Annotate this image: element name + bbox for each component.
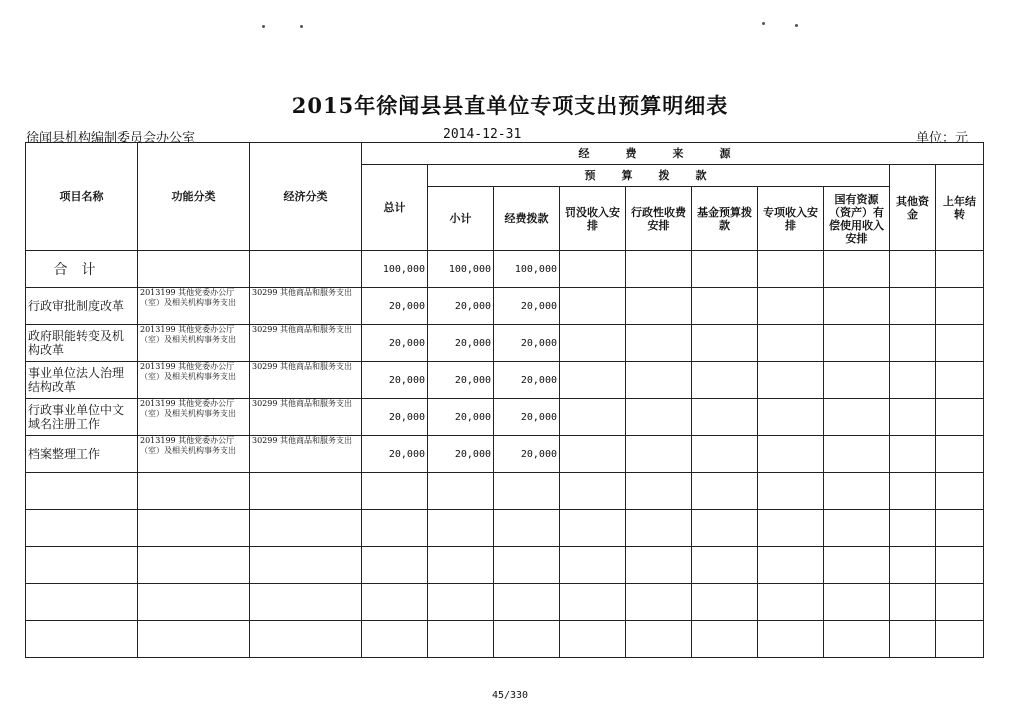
project-name: 事业单位法人治理结构改革 <box>26 362 138 399</box>
function-class: 2013199 其他党委办公厅（室）及相关机构事务支出 <box>138 436 250 473</box>
row-operating: 20,000 <box>494 325 560 362</box>
function-class: 2013199 其他党委办公厅（室）及相关机构事务支出 <box>138 399 250 436</box>
row-operating: 20,000 <box>494 436 560 473</box>
function-class: 2013199 其他党委办公厅（室）及相关机构事务支出 <box>138 288 250 325</box>
header-fund-budget: 基金预算拨款 <box>692 187 758 251</box>
function-class: 2013199 其他党委办公厅（室）及相关机构事务支出 <box>138 325 250 362</box>
economic-class: 30299 其他商品和服务支出 <box>250 325 362 362</box>
row-subtotal: 20,000 <box>428 399 494 436</box>
header-function-class: 功能分类 <box>138 143 250 251</box>
scan-speck <box>300 25 303 28</box>
row-subtotal: 20,000 <box>428 436 494 473</box>
total-operating: 100,000 <box>494 251 560 288</box>
total-label: 合计 <box>26 251 138 288</box>
empty-row <box>26 547 984 584</box>
header-fines: 罚没收入安排 <box>560 187 626 251</box>
economic-class: 30299 其他商品和服务支出 <box>250 399 362 436</box>
row-operating: 20,000 <box>494 399 560 436</box>
economic-class: 30299 其他商品和服务支出 <box>250 436 362 473</box>
row-subtotal: 20,000 <box>428 362 494 399</box>
project-name: 档案整理工作 <box>26 436 138 473</box>
row-total: 20,000 <box>362 362 428 399</box>
empty-row <box>26 584 984 621</box>
header-economic-class: 经济分类 <box>250 143 362 251</box>
project-name: 政府职能转变及机构改革 <box>26 325 138 362</box>
economic-class: 30299 其他商品和服务支出 <box>250 288 362 325</box>
table-row <box>26 288 984 325</box>
empty-row <box>26 510 984 547</box>
header-other-funds: 其他资金 <box>890 165 936 251</box>
header-state-assets: 国有资源（资产）有偿使用收入安排 <box>824 187 890 251</box>
row-total: 20,000 <box>362 399 428 436</box>
scan-speck <box>262 25 265 28</box>
empty-row <box>26 473 984 510</box>
row-operating: 20,000 <box>494 362 560 399</box>
header-budget-allocation: 预算拨款 <box>428 165 890 187</box>
header-operating-allocation: 经费拨款 <box>494 187 560 251</box>
table-row <box>26 325 984 362</box>
table-row <box>26 436 984 473</box>
organization-name: 徐闻县机构编制委员会办公室 <box>26 131 196 146</box>
row-subtotal: 20,000 <box>428 288 494 325</box>
scan-speck <box>762 22 765 25</box>
page-number: 45/330 <box>491 690 529 701</box>
function-class: 2013199 其他党委办公厅（室）及相关机构事务支出 <box>138 362 250 399</box>
total-amount: 100,000 <box>362 251 428 288</box>
budget-table <box>25 142 984 658</box>
empty-row <box>26 621 984 658</box>
header-total: 总计 <box>362 165 428 251</box>
report-date: 2014-12-31 <box>443 127 522 142</box>
header-funding-source: 经费来源 <box>362 143 984 165</box>
header-project: 项目名称 <box>26 143 138 251</box>
economic-class: 30299 其他商品和服务支出 <box>250 362 362 399</box>
row-total: 20,000 <box>362 436 428 473</box>
total-subtotal: 100,000 <box>428 251 494 288</box>
project-name: 行政审批制度改革 <box>26 288 138 325</box>
scan-speck <box>795 24 798 27</box>
currency-unit: 单位：元 <box>916 131 969 146</box>
row-subtotal: 20,000 <box>428 325 494 362</box>
row-operating: 20,000 <box>494 288 560 325</box>
header-prior-year: 上年结转 <box>936 165 984 251</box>
table-row <box>26 399 984 436</box>
total-row <box>26 251 984 288</box>
header-subtotal: 小计 <box>428 187 494 251</box>
row-total: 20,000 <box>362 288 428 325</box>
header-admin-fees: 行政性收费安排 <box>626 187 692 251</box>
row-total: 20,000 <box>362 325 428 362</box>
project-name: 行政事业单位中文域名注册工作 <box>26 399 138 436</box>
header-special-income: 专项收入安排 <box>758 187 824 251</box>
page-title: 2015年徐闻县县直单位专项支出预算明细表 <box>291 93 729 118</box>
table-row <box>26 362 984 399</box>
